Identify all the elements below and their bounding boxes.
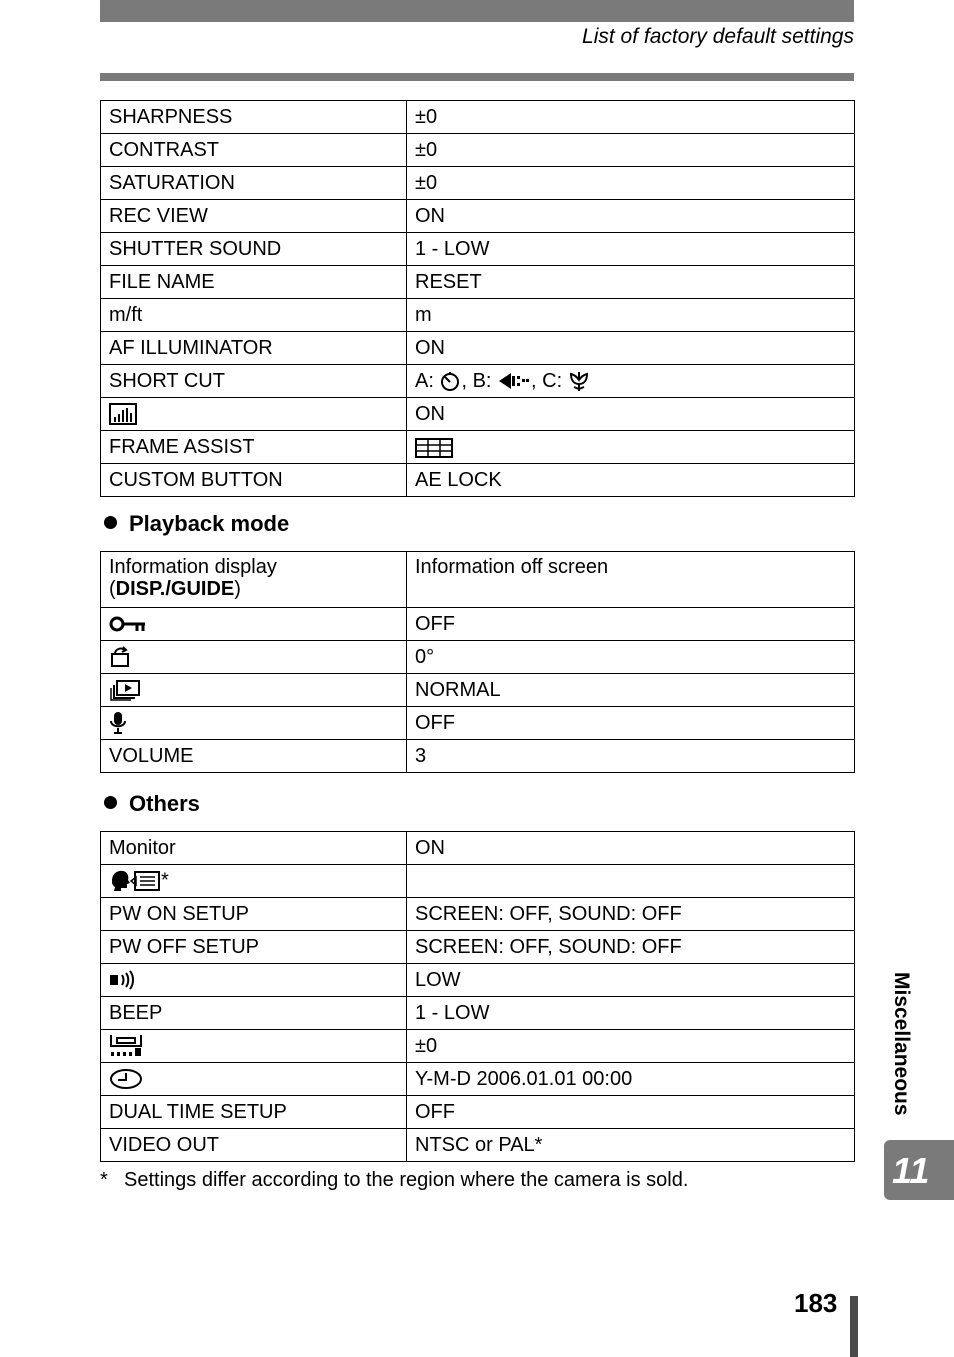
table-row — [101, 1096, 855, 1129]
histogram-icon — [109, 403, 137, 425]
table-row — [101, 997, 855, 1030]
table-row — [101, 299, 855, 332]
setting-value — [407, 865, 855, 898]
chapter-tab — [884, 1140, 954, 1200]
shortcut-c-label: , C: — [531, 369, 568, 392]
setting-value: OFF — [407, 1096, 855, 1129]
table-row — [101, 740, 855, 773]
setting-name: m/ft — [101, 299, 407, 332]
setting-value: ON — [407, 200, 855, 233]
setting-value: ±0 — [407, 134, 855, 167]
setting-name: CONTRAST — [101, 134, 407, 167]
page-number: 183 — [794, 1288, 838, 1318]
footnote-text: Settings differ according to the region where the camera is sold. — [124, 1169, 689, 1191]
setting-name: Monitor — [101, 832, 407, 865]
setting-value: ON — [407, 398, 855, 431]
setting-value: 1 - LOW — [407, 233, 855, 266]
chapter-number: 11 — [892, 1150, 930, 1191]
setting-value: ±0 — [407, 167, 855, 200]
setting-value: SCREEN: OFF, SOUND: OFF — [407, 898, 855, 931]
footnote-marker: * — [161, 869, 169, 892]
speaker-volume-icon — [109, 969, 137, 991]
table-row — [101, 134, 855, 167]
bullet-icon — [104, 516, 117, 529]
setting-value: 3 — [407, 740, 855, 773]
protect-key-icon — [109, 616, 147, 634]
footnote — [100, 1169, 688, 1192]
setting-name: FRAME ASSIST — [101, 431, 407, 464]
setting-value: ON — [407, 832, 855, 865]
setting-value: m — [407, 299, 855, 332]
setting-name: SHORT CUT — [101, 365, 407, 398]
setting-name — [101, 865, 407, 898]
setting-name — [101, 641, 407, 674]
setting-name: SHUTTER SOUND — [101, 233, 407, 266]
setting-value: ±0 — [407, 1030, 855, 1063]
setting-name — [101, 1063, 407, 1096]
setting-name — [101, 674, 407, 707]
setting-value — [407, 431, 855, 464]
setting-name: FILE NAME — [101, 266, 407, 299]
setting-name — [101, 552, 407, 608]
table-row — [101, 641, 855, 674]
setting-name — [101, 707, 407, 740]
table-row — [101, 167, 855, 200]
table-row — [101, 332, 855, 365]
slideshow-icon — [109, 679, 141, 701]
setting-name: VIDEO OUT — [101, 1129, 407, 1162]
setting-value: Y-M-D 2006.01.01 00:00 — [407, 1063, 855, 1096]
disp-guide-button-label: DISP./GUIDE — [115, 578, 235, 600]
setting-name: DUAL TIME SETUP — [101, 1096, 407, 1129]
setting-name: SHARPNESS — [101, 101, 407, 134]
macro-icon — [568, 370, 590, 392]
table-row — [101, 865, 855, 898]
clock-icon — [109, 1068, 143, 1090]
setting-name — [101, 608, 407, 641]
table-row — [101, 608, 855, 641]
setting-name: VOLUME — [101, 740, 407, 773]
setting-name: PW OFF SETUP — [101, 931, 407, 964]
setting-value: ON — [407, 332, 855, 365]
setting-value: Information off screen — [407, 552, 855, 608]
table-row — [101, 431, 855, 464]
section-heading-playback — [104, 511, 289, 537]
section-heading-text: Playback mode — [129, 511, 290, 536]
setting-name-line1: Information display — [109, 556, 277, 578]
setting-value: RESET — [407, 266, 855, 299]
table-row — [101, 964, 855, 997]
table-row — [101, 707, 855, 740]
chapter-label-text: Miscellaneous — [890, 972, 913, 1116]
header-bar — [100, 0, 854, 22]
flash-icon — [497, 370, 531, 392]
bullet-icon — [104, 796, 117, 809]
paren-close: ) — [234, 578, 241, 600]
setting-name: REC VIEW — [101, 200, 407, 233]
shooting-settings-table — [100, 100, 855, 497]
table-row — [101, 233, 855, 266]
table-row — [101, 266, 855, 299]
setting-value: 0° — [407, 641, 855, 674]
footnote-marker: * — [100, 1169, 108, 1191]
setting-value — [407, 365, 855, 398]
setting-value: SCREEN: OFF, SOUND: OFF — [407, 931, 855, 964]
setting-name: SATURATION — [101, 167, 407, 200]
setting-name — [101, 1030, 407, 1063]
setting-name: AF ILLUMINATOR — [101, 332, 407, 365]
table-row — [101, 552, 855, 608]
setting-value: LOW — [407, 964, 855, 997]
microphone-icon — [109, 711, 127, 735]
playback-settings-table — [100, 551, 855, 773]
header-rule — [100, 73, 854, 81]
monitor-brightness-icon — [109, 1034, 143, 1058]
grid-frame-icon — [415, 438, 453, 458]
page-number-bar — [850, 1296, 858, 1357]
section-heading-others — [104, 791, 200, 817]
table-row — [101, 398, 855, 431]
table-row — [101, 674, 855, 707]
chapter-side-label — [886, 972, 916, 1132]
table-row — [101, 365, 855, 398]
self-timer-icon — [439, 370, 461, 392]
table-row — [101, 1030, 855, 1063]
table-row — [101, 464, 855, 497]
setting-name: BEEP — [101, 997, 407, 1030]
table-row — [101, 1129, 855, 1162]
paren-open: ( — [109, 578, 116, 600]
setting-value: OFF — [407, 707, 855, 740]
setting-value: AE LOCK — [407, 464, 855, 497]
table-row — [101, 832, 855, 865]
setting-value: 1 - LOW — [407, 997, 855, 1030]
setting-name: CUSTOM BUTTON — [101, 464, 407, 497]
shortcut-b-label: , B: — [461, 369, 498, 392]
setting-name — [101, 964, 407, 997]
others-settings-table — [100, 831, 855, 1162]
shortcut-a-label: A: — [415, 369, 440, 392]
table-row — [101, 898, 855, 931]
setting-value: NTSC or PAL* — [407, 1129, 855, 1162]
page-header-title: List of factory default settings — [582, 25, 854, 48]
setting-name — [101, 398, 407, 431]
table-row — [101, 101, 855, 134]
setting-value: NORMAL — [407, 674, 855, 707]
table-row — [101, 1063, 855, 1096]
table-row — [101, 931, 855, 964]
setting-value: ±0 — [407, 101, 855, 134]
language-icon — [109, 869, 161, 893]
rotate-icon — [109, 646, 133, 668]
setting-value: OFF — [407, 608, 855, 641]
section-heading-text: Others — [129, 791, 200, 816]
table-row — [101, 200, 855, 233]
setting-name: PW ON SETUP — [101, 898, 407, 931]
